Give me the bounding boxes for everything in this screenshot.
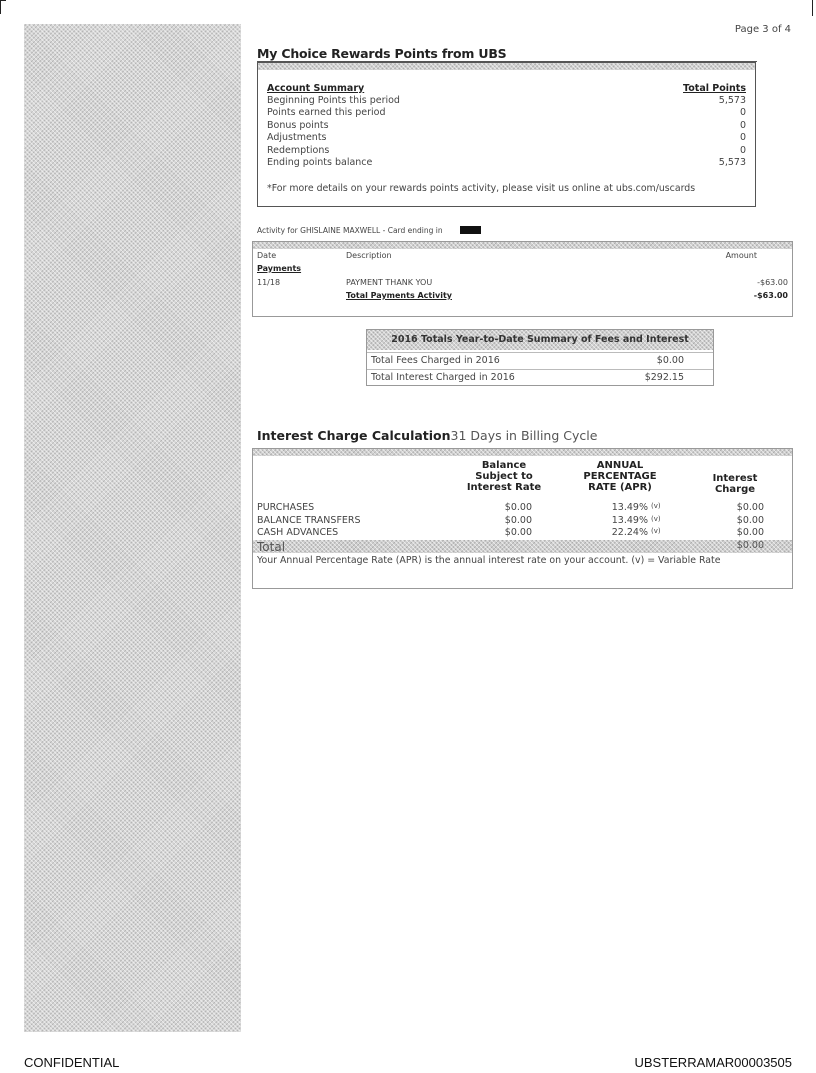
billing-cycle-days: 31 Days in Billing Cycle	[450, 428, 598, 443]
crop-mark-left	[0, 0, 1, 14]
total-payments-amount: -$63.00	[753, 291, 788, 300]
rewards-header-bar	[258, 63, 755, 70]
col-charge-header	[704, 473, 766, 495]
interest-row-apr: 13.49%	[611, 515, 648, 526]
col-apr-line: ANNUAL	[596, 460, 644, 471]
interest-row-balance: $0.00	[504, 502, 532, 513]
rewards-row-label: Points earned this period	[267, 107, 386, 119]
col-apr-line: PERCENTAGE	[583, 471, 657, 482]
col-apr-line: RATE (APR)	[588, 482, 652, 493]
col-charge-line: Interest	[712, 473, 758, 484]
account-summary-heading: Account Summary	[267, 83, 365, 94]
col-description-header: Description	[346, 251, 392, 260]
left-sidebar-panel	[24, 24, 241, 1032]
rewards-row-value: 0	[739, 132, 746, 144]
variable-flag: (v)	[651, 515, 661, 523]
page-number: Page 3 of 4	[734, 24, 791, 35]
interest-total-bar	[253, 540, 792, 553]
bates-number: UBSTERRAMAR00003505	[634, 1055, 792, 1070]
redaction-block	[460, 226, 481, 234]
interest-row-apr: 13.49%	[611, 502, 648, 513]
col-charge-line: Charge	[714, 484, 756, 495]
rewards-row-label: Bonus points	[267, 119, 329, 131]
ytd-fees-value: $0.00	[656, 355, 684, 366]
activity-header-bar	[253, 242, 792, 249]
activity-row-description: PAYMENT THANK YOU	[346, 278, 433, 287]
interest-row-apr: 22.24%	[611, 527, 648, 538]
interest-row-charge: $0.00	[736, 527, 764, 538]
rewards-row-label: Redemptions	[267, 144, 330, 156]
rewards-note: *For more details on your rewards points activity, please visit us online at ubs.com/uscards	[267, 183, 696, 194]
total-payments-label: Total Payments Activity	[346, 291, 452, 300]
rewards-row-value: 0	[739, 107, 746, 119]
activity-row-date: 11/18	[257, 278, 281, 287]
col-balance-line: Subject to	[475, 471, 533, 482]
payments-section-heading: Payments	[257, 264, 302, 273]
rewards-row-values	[646, 95, 746, 169]
crop-mark-left-horizontal	[0, 0, 6, 1]
interest-row-label: BALANCE TRANSFERS	[257, 515, 361, 526]
apr-note: Your Annual Percentage Rate (APR) is the annual interest rate on your account. (v) = Variable Rate	[257, 555, 721, 566]
interest-row-balance: $0.00	[504, 515, 532, 526]
rewards-title: My Choice Rewards Points from UBS	[257, 46, 507, 61]
rewards-row-value: 0	[739, 144, 746, 156]
ytd-divider	[367, 369, 713, 370]
interest-row-balance: $0.00	[504, 527, 532, 538]
rewards-row-value: 5,573	[718, 95, 746, 106]
ytd-fees-label: Total Fees Charged in 2016	[371, 355, 500, 366]
variable-flag: (v)	[651, 527, 661, 535]
ytd-title: 2016 Totals Year-to-Date Summary of Fees and Interest	[391, 334, 689, 345]
ytd-interest-label: Total Interest Charged in 2016	[371, 372, 515, 383]
ytd-interest-value: $292.15	[644, 372, 684, 383]
rewards-row-value: 0	[739, 119, 746, 131]
col-date-header: Date	[257, 251, 277, 260]
rewards-row-label: Beginning Points this period	[267, 95, 400, 106]
activity-row-amount: -$63.00	[757, 278, 788, 287]
crop-mark-right	[812, 0, 813, 16]
ytd-divider	[367, 352, 713, 353]
rewards-row-labels	[267, 95, 400, 169]
interest-section-title	[257, 428, 597, 443]
col-apr-header	[568, 460, 672, 493]
interest-row-label: PURCHASES	[257, 502, 315, 513]
col-balance-line: Interest Rate	[466, 482, 542, 493]
activity-label: Activity for GHISLAINE MAXWELL - Card ending in	[257, 226, 443, 235]
total-points-heading: Total Points	[683, 83, 746, 94]
rewards-row-label: Adjustments	[267, 132, 327, 144]
col-amount-header: Amount	[725, 251, 757, 260]
col-balance-header	[462, 460, 546, 493]
rewards-row-value: 5,573	[718, 157, 746, 169]
interest-row-charge: $0.00	[736, 515, 764, 526]
interest-row-label: CASH ADVANCES	[257, 527, 339, 538]
variable-flag: (v)	[651, 502, 661, 510]
interest-total-value: $0.00	[736, 540, 764, 551]
confidential-label: CONFIDENTIAL	[24, 1055, 120, 1070]
rewards-row-label: Ending points balance	[267, 157, 373, 169]
col-balance-line: Balance	[481, 460, 527, 471]
interest-title: Interest Charge Calculation	[257, 428, 451, 443]
interest-row-charge: $0.00	[736, 502, 764, 513]
interest-header-bar	[253, 449, 792, 456]
interest-total-label: Total	[257, 540, 286, 554]
